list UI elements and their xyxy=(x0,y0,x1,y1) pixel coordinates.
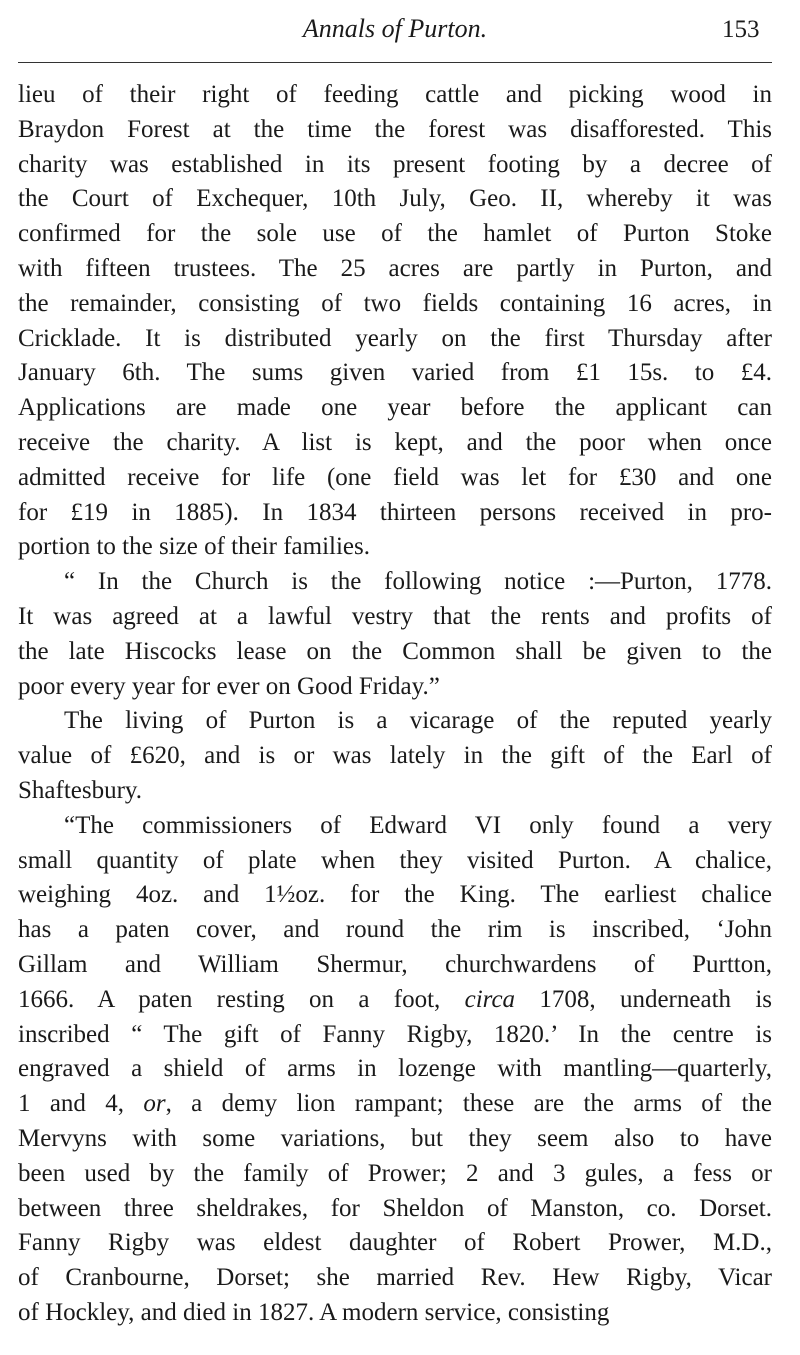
text-line: the Court of Exchequer, 10th July, Geo. II, whereby it was xyxy=(18,185,772,213)
text-line xyxy=(18,983,772,1018)
text-line: Shaftesbury. xyxy=(18,776,143,804)
italic-text: circa xyxy=(464,985,516,1013)
text-line: “ In the Church is the following notice :—Purton, 1778. xyxy=(64,568,772,596)
text-line: “The commissioners of Edward VI only found a very xyxy=(64,811,772,839)
italic-text: or xyxy=(143,1090,166,1118)
text-segment: 1666. A paten resting on a foot, xyxy=(18,985,465,1013)
text-line: for £19 in 1885). In 1834 thirteen persons received in pro- xyxy=(18,498,772,526)
text-line: receive the charity. A list is kept, and the poor when once xyxy=(18,428,772,456)
paragraph xyxy=(18,704,772,808)
text-line: Braydon Forest at the time the forest was disafforested. This xyxy=(18,115,772,143)
text-line xyxy=(18,1087,772,1122)
text-line: Cricklade. It is distributed yearly on the first Thursday after xyxy=(18,324,772,352)
text-line: Mervyns with some variations, but they seem also to have xyxy=(18,1124,772,1152)
text-line: admitted receive for life (one field was let for £30 and one xyxy=(18,463,772,491)
text-line: poor every year for ever on Good Friday.” xyxy=(18,672,440,700)
text-line: between three sheldrakes, for Sheldon of Manston, co. Dorset. xyxy=(18,1194,772,1222)
text-line: It was agreed at a lawful vestry that the rents and profits of xyxy=(18,602,772,630)
text-line: with fifteen trustees. The 25 acres are partly in Purton, and xyxy=(18,254,772,282)
text-line: weighing 4oz. and 1½oz. for the King. The earliest chalice xyxy=(18,881,772,909)
text-line: charity was established in its present footing by a decree of xyxy=(18,150,772,178)
text-segment: 1708, underneath is xyxy=(515,985,773,1013)
text-line: inscribed “ The gift of Fanny Rigby, 1820.’ In the centre is xyxy=(18,1020,772,1048)
text-line: The living of Purton is a vicarage of the reputed yearly xyxy=(64,707,772,735)
page-number: 153 xyxy=(722,16,760,43)
text-line: small quantity of plate when they visited Purton. A chalice, xyxy=(18,846,772,874)
text-line: the remainder, consisting of two fields containing 16 acres, in xyxy=(18,289,772,317)
text-line: Applications are made one year before the applicant can xyxy=(18,394,772,422)
text-line: of Cranbourne, Dorset; she married Rev. Hew Rigby, Vicar xyxy=(18,1264,772,1292)
header-rule xyxy=(18,62,772,63)
text-line: confirmed for the sole use of the hamlet of Purton Stoke xyxy=(18,220,772,248)
text-segment: , a demy lion rampant; these are the arms of the xyxy=(165,1090,772,1118)
text-line: has a paten cover, and round the rim is inscribed, ‘John xyxy=(18,916,772,944)
text-line: lieu of their right of feeding cattle and picking wood in xyxy=(18,81,772,108)
text-line: been used by the family of Prower; 2 and 3 gules, a fess or xyxy=(18,1159,772,1187)
text-line: of Hockley, and died in 1827. A modern service, consisting xyxy=(18,1298,610,1326)
text-line: portion to the size of their families. xyxy=(18,533,370,561)
text-line: January 6th. The sums given varied from £1 15s. to £4. xyxy=(18,359,772,387)
paragraph xyxy=(18,78,772,565)
text-line: Gillam and William Shermur, churchwardens of Purtton, xyxy=(18,950,772,978)
paragraph xyxy=(18,809,772,1331)
body-text xyxy=(18,78,772,1331)
text-line: Fanny Rigby was eldest daughter of Robert Prower, M.D., xyxy=(18,1229,772,1257)
text-line: the late Hiscocks lease on the Common shall be given to the xyxy=(18,637,772,665)
paragraph xyxy=(18,565,772,704)
text-line: engraved a shield of arms in lozenge with mantling—quarterly, xyxy=(18,1055,772,1083)
text-line: value of £620, and is or was lately in the gift of the Earl of xyxy=(18,742,772,770)
text-segment: 1 and 4, xyxy=(18,1090,144,1118)
running-title: Annals of Purton. xyxy=(302,14,488,43)
